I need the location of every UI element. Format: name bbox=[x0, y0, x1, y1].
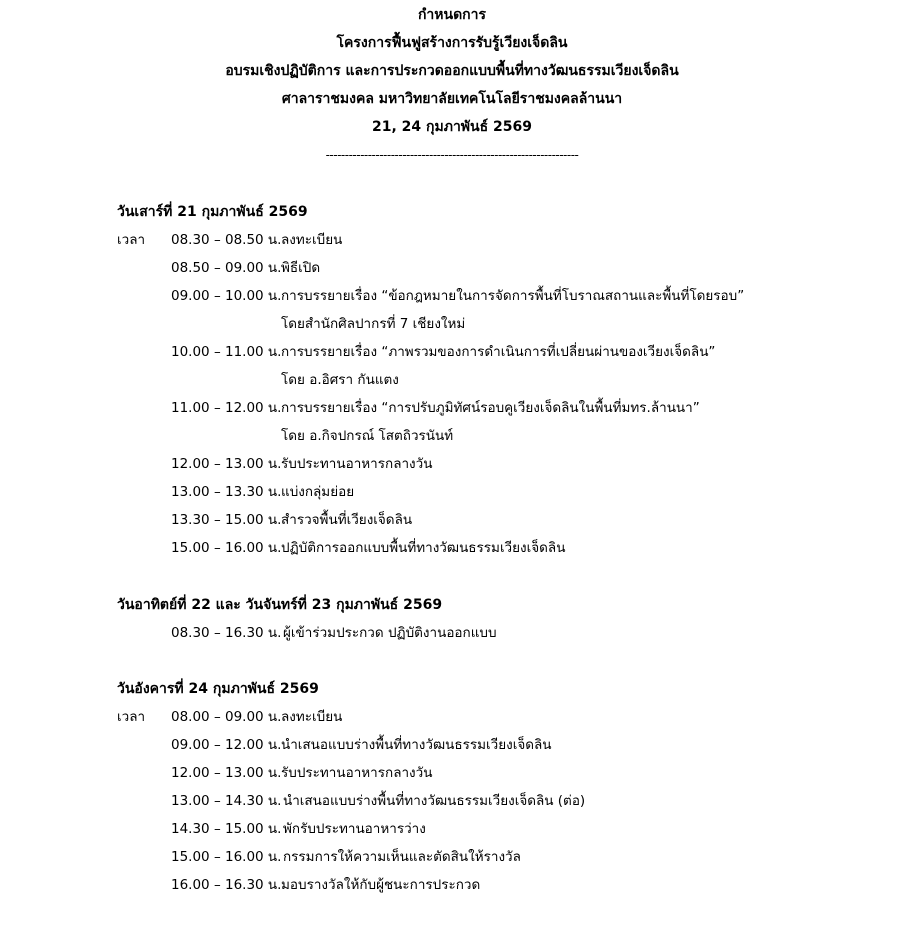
schedule-row-continuation bbox=[0, 426, 904, 446]
schedule-desc: การบรรยายเรื่อง “การปรับภูมิทัศน์รอบคูเวียงเจ็ดลินในพื้นที่มทร.ล้านนา” bbox=[281, 400, 700, 416]
schedule-desc: ผู้เข้าร่วมประกวด ปฏิบัติงานออกแบบ bbox=[283, 625, 497, 641]
schedule-row bbox=[0, 847, 904, 867]
schedule-row bbox=[0, 763, 904, 783]
project-name: โครงการฟื้นฟูสร้างการรับรู้เวียงเจ็ดลิน bbox=[336, 35, 568, 51]
schedule-row bbox=[0, 819, 904, 839]
event-dates: 21, 24 กุมภาพันธ์ 2569 bbox=[371, 119, 532, 135]
day2-title: วันอาทิตย์ที่ 22 และ วันจันทร์ที่ 23 กุมภาพันธ์ 2569 bbox=[117, 597, 443, 613]
schedule-row bbox=[0, 342, 904, 362]
schedule-row bbox=[0, 510, 904, 530]
schedule-row bbox=[0, 735, 904, 755]
schedule-row bbox=[0, 791, 904, 811]
schedule-row bbox=[0, 482, 904, 502]
schedule-desc: ลงทะเบียน bbox=[281, 709, 343, 725]
venue: ศาลาราชมงคล มหาวิทยาลัยเทคโนโลยีราชมงคลล้านนา bbox=[281, 91, 623, 107]
schedule-time: 10.00 – 11.00 น. bbox=[171, 344, 282, 360]
schedule-desc: การบรรยายเรื่อง “ข้อกฎหมายในการจัดการพื้นที่โบราณสถานและพื้นที่โดยรอบ” bbox=[281, 288, 745, 304]
schedule-time: 13.30 – 15.00 น. bbox=[171, 512, 282, 528]
doc-title: กำหนดการ bbox=[417, 7, 487, 23]
schedule-row-continuation bbox=[0, 314, 904, 334]
schedule-desc: พักรับประทานอาหารว่าง bbox=[283, 821, 426, 837]
schedule-time: 12.00 – 13.00 น. bbox=[171, 765, 282, 781]
schedule-row bbox=[0, 230, 904, 250]
schedule-row bbox=[0, 707, 904, 727]
schedule-row-continuation bbox=[0, 370, 904, 390]
schedule-desc: กรรมการให้ความเห็นและตัดสินให้รางวัล bbox=[283, 849, 521, 865]
schedule-time: 09.00 – 12.00 น. bbox=[171, 737, 282, 753]
schedule-desc: ปฏิบัติการออกแบบพื้นที่ทางวัฒนธรรมเวียงเจ็ดลิน bbox=[281, 540, 566, 556]
schedule-row bbox=[0, 258, 904, 278]
schedule-desc: พิธีเปิด bbox=[281, 260, 321, 276]
header-divider: ------------------------------------------------------------------ bbox=[325, 148, 579, 162]
schedule-row bbox=[0, 454, 904, 474]
schedule-time: 13.00 – 13.30 น. bbox=[171, 484, 282, 500]
schedule-row bbox=[0, 398, 904, 418]
schedule-desc: แบ่งกลุ่มย่อย bbox=[281, 484, 355, 500]
schedule-desc: รับประทานอาหารกลางวัน bbox=[281, 765, 433, 781]
day1-title: วันเสาร์ที่ 21 กุมภาพันธ์ 2569 bbox=[117, 204, 308, 220]
schedule-desc: รับประทานอาหารกลางวัน bbox=[281, 456, 433, 472]
schedule-desc: ลงทะเบียน bbox=[281, 232, 343, 248]
schedule-time: 08.50 – 09.00 น. bbox=[171, 260, 282, 276]
schedule-desc: มอบรางวัลให้กับผู้ชนะการประกวด bbox=[281, 877, 481, 893]
schedule-time: 12.00 – 13.00 น. bbox=[171, 456, 282, 472]
day3-title: วันอังคารที่ 24 กุมภาพันธ์ 2569 bbox=[117, 681, 319, 697]
schedule-desc: นำเสนอแบบร่างพื้นที่ทางวัฒนธรรมเวียงเจ็ดลิน (ต่อ) bbox=[283, 793, 586, 809]
schedule-desc: นำเสนอแบบร่างพื้นที่ทางวัฒนธรรมเวียงเจ็ดลิน bbox=[281, 737, 552, 753]
schedule-time: 08.30 – 08.50 น. bbox=[171, 232, 282, 248]
schedule-time: 15.00 – 16.00 น. bbox=[171, 849, 282, 865]
schedule-time: 13.00 – 14.30 น. bbox=[171, 793, 282, 809]
schedule-desc: การบรรยายเรื่อง “ภาพรวมของการดำเนินการที่เปลี่ยนผ่านของเวียงเจ็ดลิน” bbox=[281, 344, 716, 360]
activity-name: อบรมเชิงปฏิบัติการ และการประกวดออกแบบพื้นที่ทางวัฒนธรรมเวียงเจ็ดลิน bbox=[225, 63, 679, 79]
schedule-row bbox=[0, 875, 904, 895]
schedule-time: 08.30 – 16.30 น. bbox=[171, 625, 282, 641]
speaker-line: โดย อ.อิศรา กันแตง bbox=[281, 372, 399, 388]
schedule-row bbox=[0, 286, 904, 306]
speaker-line: โดย อ.กิจปกรณ์ โสตถิวรนันท์ bbox=[281, 428, 454, 444]
schedule-time: 09.00 – 10.00 น. bbox=[171, 288, 282, 304]
schedule-row bbox=[0, 538, 904, 558]
speaker-line: โดยสำนักศิลปากรที่ 7 เชียงใหม่ bbox=[281, 316, 466, 332]
schedule-time: 08.00 – 09.00 น. bbox=[171, 709, 282, 725]
schedule-time: 16.00 – 16.30 น. bbox=[171, 877, 282, 893]
schedule-row bbox=[0, 623, 904, 643]
day3-time-label: เวลา bbox=[117, 709, 146, 725]
day1-time-label: เวลา bbox=[117, 232, 146, 248]
schedule-desc: สำรวจพื้นที่เวียงเจ็ดลิน bbox=[281, 512, 413, 528]
schedule-time: 11.00 – 12.00 น. bbox=[171, 400, 282, 416]
schedule-time: 14.30 – 15.00 น. bbox=[171, 821, 282, 837]
schedule-time: 15.00 – 16.00 น. bbox=[171, 540, 282, 556]
